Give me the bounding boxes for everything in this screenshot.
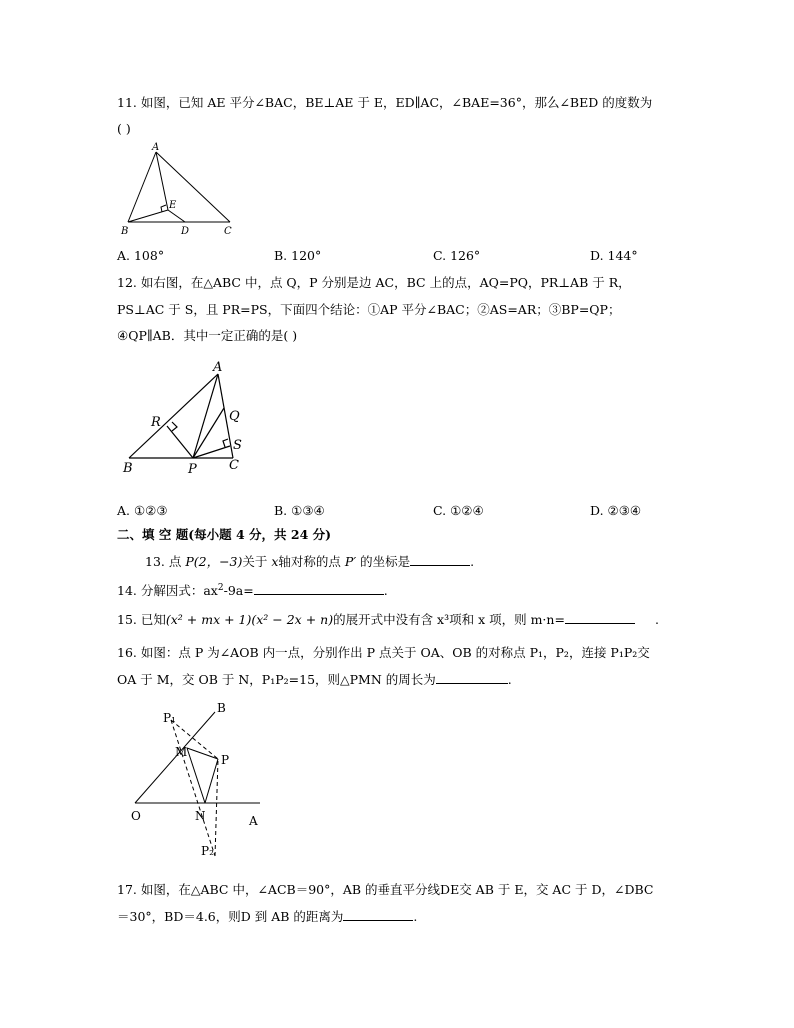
q16-label-n: N [195,809,206,823]
q16-figure [125,698,285,868]
q16-line1: 16. 如图：点 P 为∠AOB 内一点，分别作出 P 点关于 OA、OB 的对称点 P₁，P₂，连接 P₁P₂交 [117,645,650,660]
q16-label-m: M [175,745,188,759]
section2-title: 二、填 空 题 [117,527,189,542]
q16-line2-end: . [507,672,512,687]
q12-label-p: P [188,462,197,477]
q16-segment-mn [187,748,205,803]
q14-exponent: 2 [217,582,224,593]
q12-segment-pr [167,426,193,458]
q14-answer-blank[interactable] [254,582,384,595]
q15-answer-blank[interactable] [565,611,635,624]
q12-figure [115,360,255,480]
q12-label-r: R [151,415,161,430]
q12-label-q: Q [229,409,240,424]
q16-segment-p1p2 [171,720,215,856]
q11-option-a: A. 108° [117,248,165,263]
q12-line3: ④QP∥AB．其中一定正确的是( ) [117,328,298,343]
q11-option-c: C. 126° [433,248,481,263]
q15-line [117,611,659,628]
q13-line [145,553,474,570]
q13-after-axis: 轴对称的点 [278,554,345,569]
q11-label-a: A [152,142,160,153]
q13-end: . [470,554,475,569]
q12-option-d: D. ②③④ [590,503,642,518]
q16-line2 [117,671,512,688]
q12-label-b: B [123,461,133,476]
q11-side-ab [128,152,156,222]
q13-prefix: 13. 点 [145,554,186,569]
q11-option-b: B. 120° [274,248,322,263]
q12-option-b: B. ①③④ [274,503,325,518]
q11-label-b: B [121,226,129,237]
q15-end: . [654,612,659,627]
q16-label-p: P [221,753,230,767]
q15-middle: 的展开式中没有含 x³项和 x 项，则 m·n= [333,612,565,627]
q17-line2-end: . [413,909,418,924]
q11-label-c: C [224,226,232,237]
q11-label-d: D [181,226,190,237]
q12-label-a: A [213,360,223,375]
q12-line2: PS⊥AC 于 S，且 PR=PS，下面四个结论：①AP 平分∠BAC；②AS=AR；③BP=QP； [117,302,621,317]
q15-prefix: 15. 已知 [117,612,166,627]
q17-line2 [117,908,417,925]
q15-formula: (x² + mx + 1)(x² − 2x + n) [165,612,334,627]
q16-label-a: A [249,814,258,828]
q14-line [117,582,388,599]
q16-label-p1: P₁ [163,711,176,725]
q16-line2-prefix: OA 于 M，交 OB 于 N，P₁P₂=15，则△PMN 的周长为 [117,672,436,687]
q11-option-d: D. 144° [590,248,638,263]
q13-suffix: 的坐标是 [356,554,411,569]
q16-segment-p2p [215,759,218,856]
q17-line2-prefix: ＝30°，BD＝4.6，则D 到 AB 的距离为 [117,909,344,924]
q13-answer-blank[interactable] [410,553,470,566]
q12-line1: 12. 如右图，在△ABC 中，点 Q，P 分别是边 AC，BC 上的点，AQ=PQ，PR⊥AB 于 R， [117,275,631,290]
q16-answer-blank[interactable] [436,671,508,684]
q16-segment-mp [187,748,218,759]
q16-segment-np [205,759,218,803]
q13-point: P(2，−3) [185,554,243,569]
q12-option-a: A. ①②③ [117,503,168,518]
q12-segment-pq [193,408,224,458]
q11-segment-ed [168,210,185,222]
q13-axis: x [271,554,279,569]
q12-right-angle-mark-s [223,439,228,447]
q12-segment-ps [193,446,230,458]
q11-side-ac [156,152,230,222]
q11-line1: 11. 如图，已知 AE 平分∠BAC，BE⊥AE 于 E，ED∥AC，∠BAE=36°，那么∠BED 的度数为 [117,95,653,110]
q14-prefix: 14. 分解因式：ax [117,583,218,598]
q14-end: . [383,583,388,598]
q12-option-c: C. ①②④ [433,503,484,518]
q16-label-o: O [131,809,141,823]
q12-label-s: S [233,438,242,453]
q11-segment-ae [156,152,168,210]
q16-label-b: B [217,701,226,715]
q17-answer-blank[interactable] [343,908,413,921]
q12-side-ab [129,374,218,458]
q13-point2: P′ [344,554,357,569]
q13-middle: 关于 [242,554,272,569]
section2-note: (每小题 4 分，共 24 分) [188,527,332,542]
q14-suffix: -9a= [223,583,254,598]
q16-label-p2: P₂ [201,844,214,858]
q11-figure [112,142,242,238]
section2-heading [117,527,331,543]
q11-label-e: E [169,200,177,211]
q11-line2: ( ) [117,121,131,136]
q17-line1: 17. 如图，在△ABC 中，∠ACB＝90°，AB 的垂直平分线DE交 AB 于 E，交 AC 于 D，∠DBC [117,882,654,897]
q12-label-c: C [229,458,239,473]
q12-right-angle-mark-r [172,422,177,431]
